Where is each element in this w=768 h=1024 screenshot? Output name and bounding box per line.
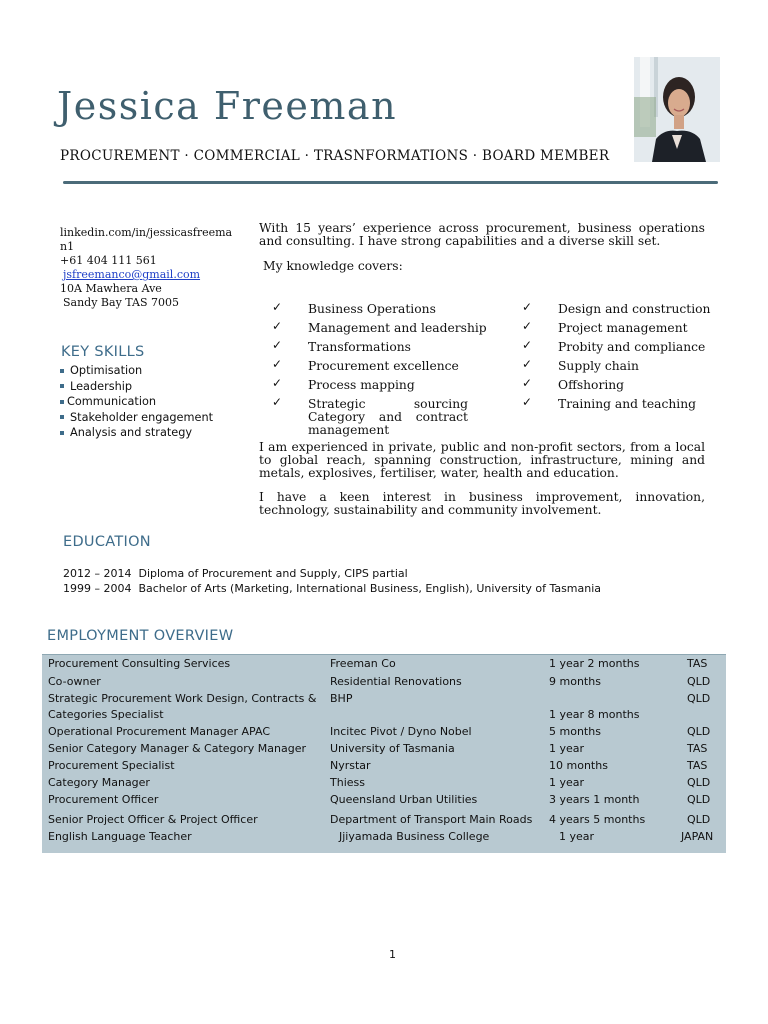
- contact-block: [60, 226, 240, 310]
- employment-heading: EMPLOYMENT OVERVIEW: [47, 628, 234, 644]
- knowledge-item: ✓ Strategic sourcing Category and contract management: [272, 395, 468, 437]
- intro-paragraph: With 15 years’ experience across procurement, business operations and consulting. I have strong capabilities and a diverse skill set.: [259, 221, 705, 248]
- linkedin-link[interactable]: linkedin.com/in/jessicasfreema: [60, 226, 233, 239]
- bullet-icon: [60, 415, 64, 419]
- checkmark-icon: ✓: [522, 319, 533, 333]
- knowledge-list-left: [272, 300, 497, 437]
- skill-item: Analysis and strategy: [60, 425, 213, 441]
- checkmark-icon: ✓: [272, 376, 283, 390]
- experience-paragraph: I am experienced in private, public and non-profit sectors, from a local to global reach, spanning construction, infrastructure, mining and metals, explosives, fertiliser, water, health and education.: [259, 440, 705, 480]
- page-number: 1: [389, 948, 396, 961]
- knowledge-list-right: [522, 300, 712, 414]
- checkmark-icon: ✓: [522, 357, 533, 371]
- tagline: PROCUREMENT · COMMERCIAL · TRASNFORMATIONS · BOARD MEMBER: [60, 148, 610, 164]
- knowledge-item: ✓ Project management: [522, 319, 688, 335]
- profile-photo: [634, 57, 720, 162]
- education-item: 1999 – 2004 Bachelor of Arts (Marketing, International Business, English), University of Tasmania: [63, 582, 602, 595]
- education-heading: EDUCATION: [63, 534, 151, 550]
- knowledge-item: ✓ Offshoring: [522, 376, 625, 392]
- checkmark-icon: ✓: [272, 300, 283, 314]
- checkmark-icon: ✓: [522, 395, 533, 409]
- linkedin-link-wrap[interactable]: n1: [60, 240, 75, 253]
- knowledge-item: ✓ Supply chain: [522, 357, 639, 373]
- skill-item: Stakeholder engagement: [60, 410, 213, 426]
- checkmark-icon: ✓: [272, 319, 283, 333]
- phone-number: +61 404 111 561: [60, 254, 157, 267]
- profile-photo-illustration: [634, 57, 720, 162]
- knowledge-item: ✓ Probity and compliance: [522, 338, 706, 354]
- address-line-1: 10A Mawhera Ave: [60, 282, 162, 295]
- bullet-icon: [60, 369, 64, 373]
- bullet-icon: [60, 431, 64, 435]
- bullet-icon: [60, 384, 64, 388]
- knowledge-item: ✓ Process mapping: [272, 376, 415, 392]
- education-list: [63, 566, 601, 596]
- education-item: 2012 – 2014 Diploma of Procurement and Supply, CIPS partial: [63, 567, 408, 580]
- checkmark-icon: ✓: [522, 300, 533, 314]
- email-link[interactable]: jsfreemanco@gmail.com: [63, 268, 201, 281]
- knowledge-item: ✓ Design and construction: [522, 300, 711, 316]
- interest-paragraph: I have a keen interest in business improvement, innovation, technology, sustainability and community involvement.: [259, 490, 705, 517]
- skill-item: Leadership: [60, 379, 213, 395]
- checkmark-icon: ✓: [522, 338, 533, 352]
- key-skills-heading: KEY SKILLS: [61, 344, 145, 360]
- knowledge-heading: My knowledge covers:: [263, 259, 403, 273]
- candidate-name: Jessica Freeman: [57, 84, 398, 128]
- knowledge-item: ✓ Management and leadership: [272, 319, 487, 335]
- checkmark-icon: ✓: [272, 357, 283, 371]
- employment-table: Procurement Consulting Services Freeman Co 1 year 2 months TAS Co-owner Residential Renovations 9 months QLD Strategic Procurement Work Design, Contracts & Categories Specialist BHP 1 year 8 months QLD Operational Procurement Manager APAC Incitec Pivot / Dyno Nobel 5 months QLD Senior Category Manager & Category Manager University of Tasmania 1 year TAS Procurement Specialist Nyrstar 10 months TAS Category Manager Thiess 1 year QLD Procurement Officer Queensland Urban Utilities 3 years 1 month QLD Senior Project Officer & Project Officer Department of Transport Main Roads 4 years 5 months QLD English Language Teacher Jjiyamada Business College 1 year JAPAN: [42, 654, 726, 853]
- bullet-icon: [60, 400, 64, 404]
- knowledge-item: ✓ Training and teaching: [522, 395, 697, 411]
- skill-item: Communication: [60, 394, 213, 410]
- knowledge-item: ✓ Transformations: [272, 338, 411, 354]
- key-skills-list: [60, 363, 213, 441]
- checkmark-icon: ✓: [272, 338, 283, 352]
- knowledge-item: ✓ Business Operations: [272, 300, 436, 316]
- checkmark-icon: ✓: [522, 376, 533, 390]
- skill-item: Optimisation: [60, 363, 213, 379]
- knowledge-item: ✓ Procurement excellence: [272, 357, 459, 373]
- address-line-2: Sandy Bay TAS 7005: [63, 296, 179, 309]
- checkmark-icon: ✓: [272, 395, 283, 409]
- header-divider: [63, 181, 718, 184]
